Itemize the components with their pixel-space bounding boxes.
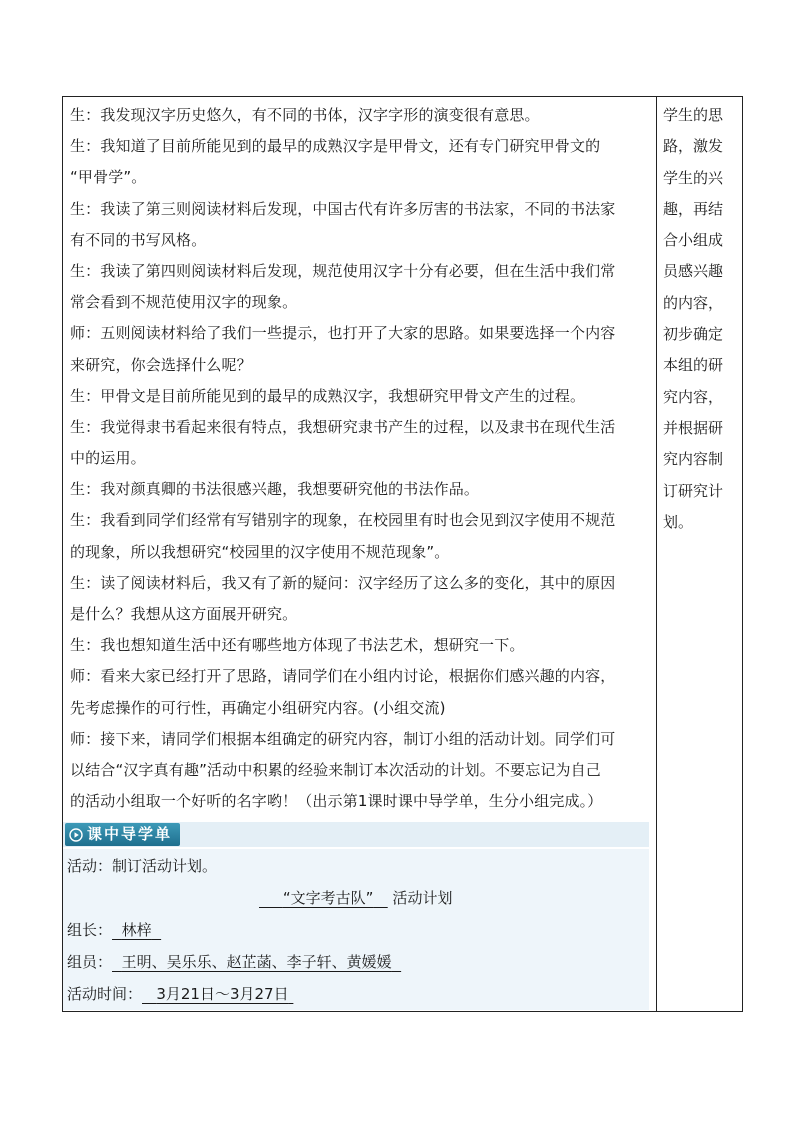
dialogue-line: 生：读了阅读材料后，我又有了新的疑问：汉字经历了这么多的变化，其中的原因 [70, 573, 616, 592]
play-circle-icon [69, 828, 83, 842]
guide-sheet [63, 849, 649, 1010]
dialogue-line: 来研究，你会选择什么呢？ [70, 355, 252, 374]
dialogue-line: 有不同的书写风格。 [70, 230, 207, 249]
dialogue-line: 先考虑操作的可行性，再确定小组研究内容。(小组交流) [70, 698, 446, 717]
note-line: 订研究计 [663, 481, 724, 500]
dialogue-line: 师：看来大家已经打开了思路，请同学们在小组内讨论，根据你们感兴趣的内容， [70, 667, 616, 686]
content-table [62, 96, 743, 1012]
dialogue-line: 生：我也想知道生活中还有哪些地方体现了书法艺术，想研究一下。 [70, 636, 525, 655]
time-row [67, 979, 293, 1010]
note-line: 究内容， [663, 387, 724, 406]
note-line: 趣，再结 [663, 199, 724, 218]
dialogue-line: 生：我知道了目前所能见到的最早的成熟汉字是甲骨文，还有专门研究甲骨文的 [70, 137, 601, 156]
note-line: 路，激发 [663, 137, 724, 156]
members-value: 王明、吴乐乐、赵芷菡、李子轩、黄媛媛 [121, 953, 392, 971]
dialogue-line: 生：我发现汉字历史悠久，有不同的书体，汉字字形的演变很有意思。 [70, 106, 540, 124]
guide-title-tag [65, 823, 180, 846]
dialogue-line: 的现象，所以我想研究“校园里的汉字使用不规范现象”。 [70, 542, 450, 561]
leader-row [67, 915, 161, 946]
dialogue-line: 师：五则阅读材料给了我们一些提示，也打开了大家的思路。如果要选择一个内容 [70, 324, 616, 343]
note-line: 员感兴趣 [663, 262, 724, 281]
note-line: 并根据研 [663, 418, 724, 437]
members-row [67, 947, 401, 978]
design-note-column [663, 100, 741, 538]
dialogue-column [70, 100, 652, 817]
note-line: 究内容制 [663, 450, 724, 469]
dialogue-line: 是什么？我想从这方面展开研究。 [70, 605, 298, 623]
leader-value: 林梓 [121, 921, 152, 939]
note-line: 合小组成 [663, 231, 724, 250]
dialogue-line: 以结合“汉字真有趣”活动中积累的经验来制订本次活动的计划。不要忘记为自己 [70, 760, 601, 779]
dialogue-line: 师：接下来，请同学们根据本组确定的研究内容，制订小组的活动计划。同学们可 [70, 729, 616, 748]
dialogue-line: 常会看到不规范使用汉字的现象。 [70, 293, 298, 312]
guide-activity: 活动：制订活动计划。 [67, 857, 218, 875]
dialogue-line: 生：我觉得隶书看起来很有特点，我想研究隶书产生的过程，以及隶书在现代生活 [70, 417, 616, 436]
note-line: 划。 [663, 512, 694, 531]
dialogue-line: 中的运用。 [70, 449, 146, 468]
guide-title: 课中导学单 [87, 825, 173, 843]
dialogue-line: 的活动小组取一个好听的名字哟！（出示第1课时课中导学单，生分小组完成。） [70, 792, 603, 811]
note-line: 的内容， [663, 293, 724, 312]
dialogue-line: “甲骨学”。 [70, 168, 147, 187]
dialogue-line: 生：甲骨文是目前所能见到的最早的成熟汉字，我想研究甲骨文产生的过程。 [70, 386, 586, 405]
note-line: 学生的兴 [663, 168, 724, 187]
leader-label: 组长： [67, 921, 113, 939]
dialogue-line: 生：我对颜真卿的书法很感兴趣，我想要研究他的书法作品。 [70, 480, 480, 499]
dialogue-line: 生：我读了第三则阅读材料后发现，中国古代有许多厉害的书法家，不同的书法家 [70, 199, 616, 218]
time-value: 3月21日～3月27日 [156, 985, 289, 1003]
guide-header-band [63, 822, 649, 847]
time-label: 活动时间： [67, 985, 143, 1003]
note-line: 学生的思 [663, 106, 724, 124]
dialogue-line: 生：我读了第四则阅读材料后发现，规范使用汉字十分有必要，但在生活中我们常 [70, 261, 616, 280]
dialogue-line: 生：我看到同学们经常有写错别字的现象，在校园里有时也会见到汉字使用不规范 [70, 511, 616, 530]
plan-title-row [259, 883, 453, 914]
note-line: 初步确定 [663, 325, 724, 344]
note-line: 本组的研 [663, 356, 724, 375]
plan-suffix: 活动计划 [392, 889, 453, 907]
members-label: 组员： [67, 953, 113, 971]
plan-name: “文字考古队” [282, 889, 374, 907]
column-divider [656, 97, 657, 1011]
